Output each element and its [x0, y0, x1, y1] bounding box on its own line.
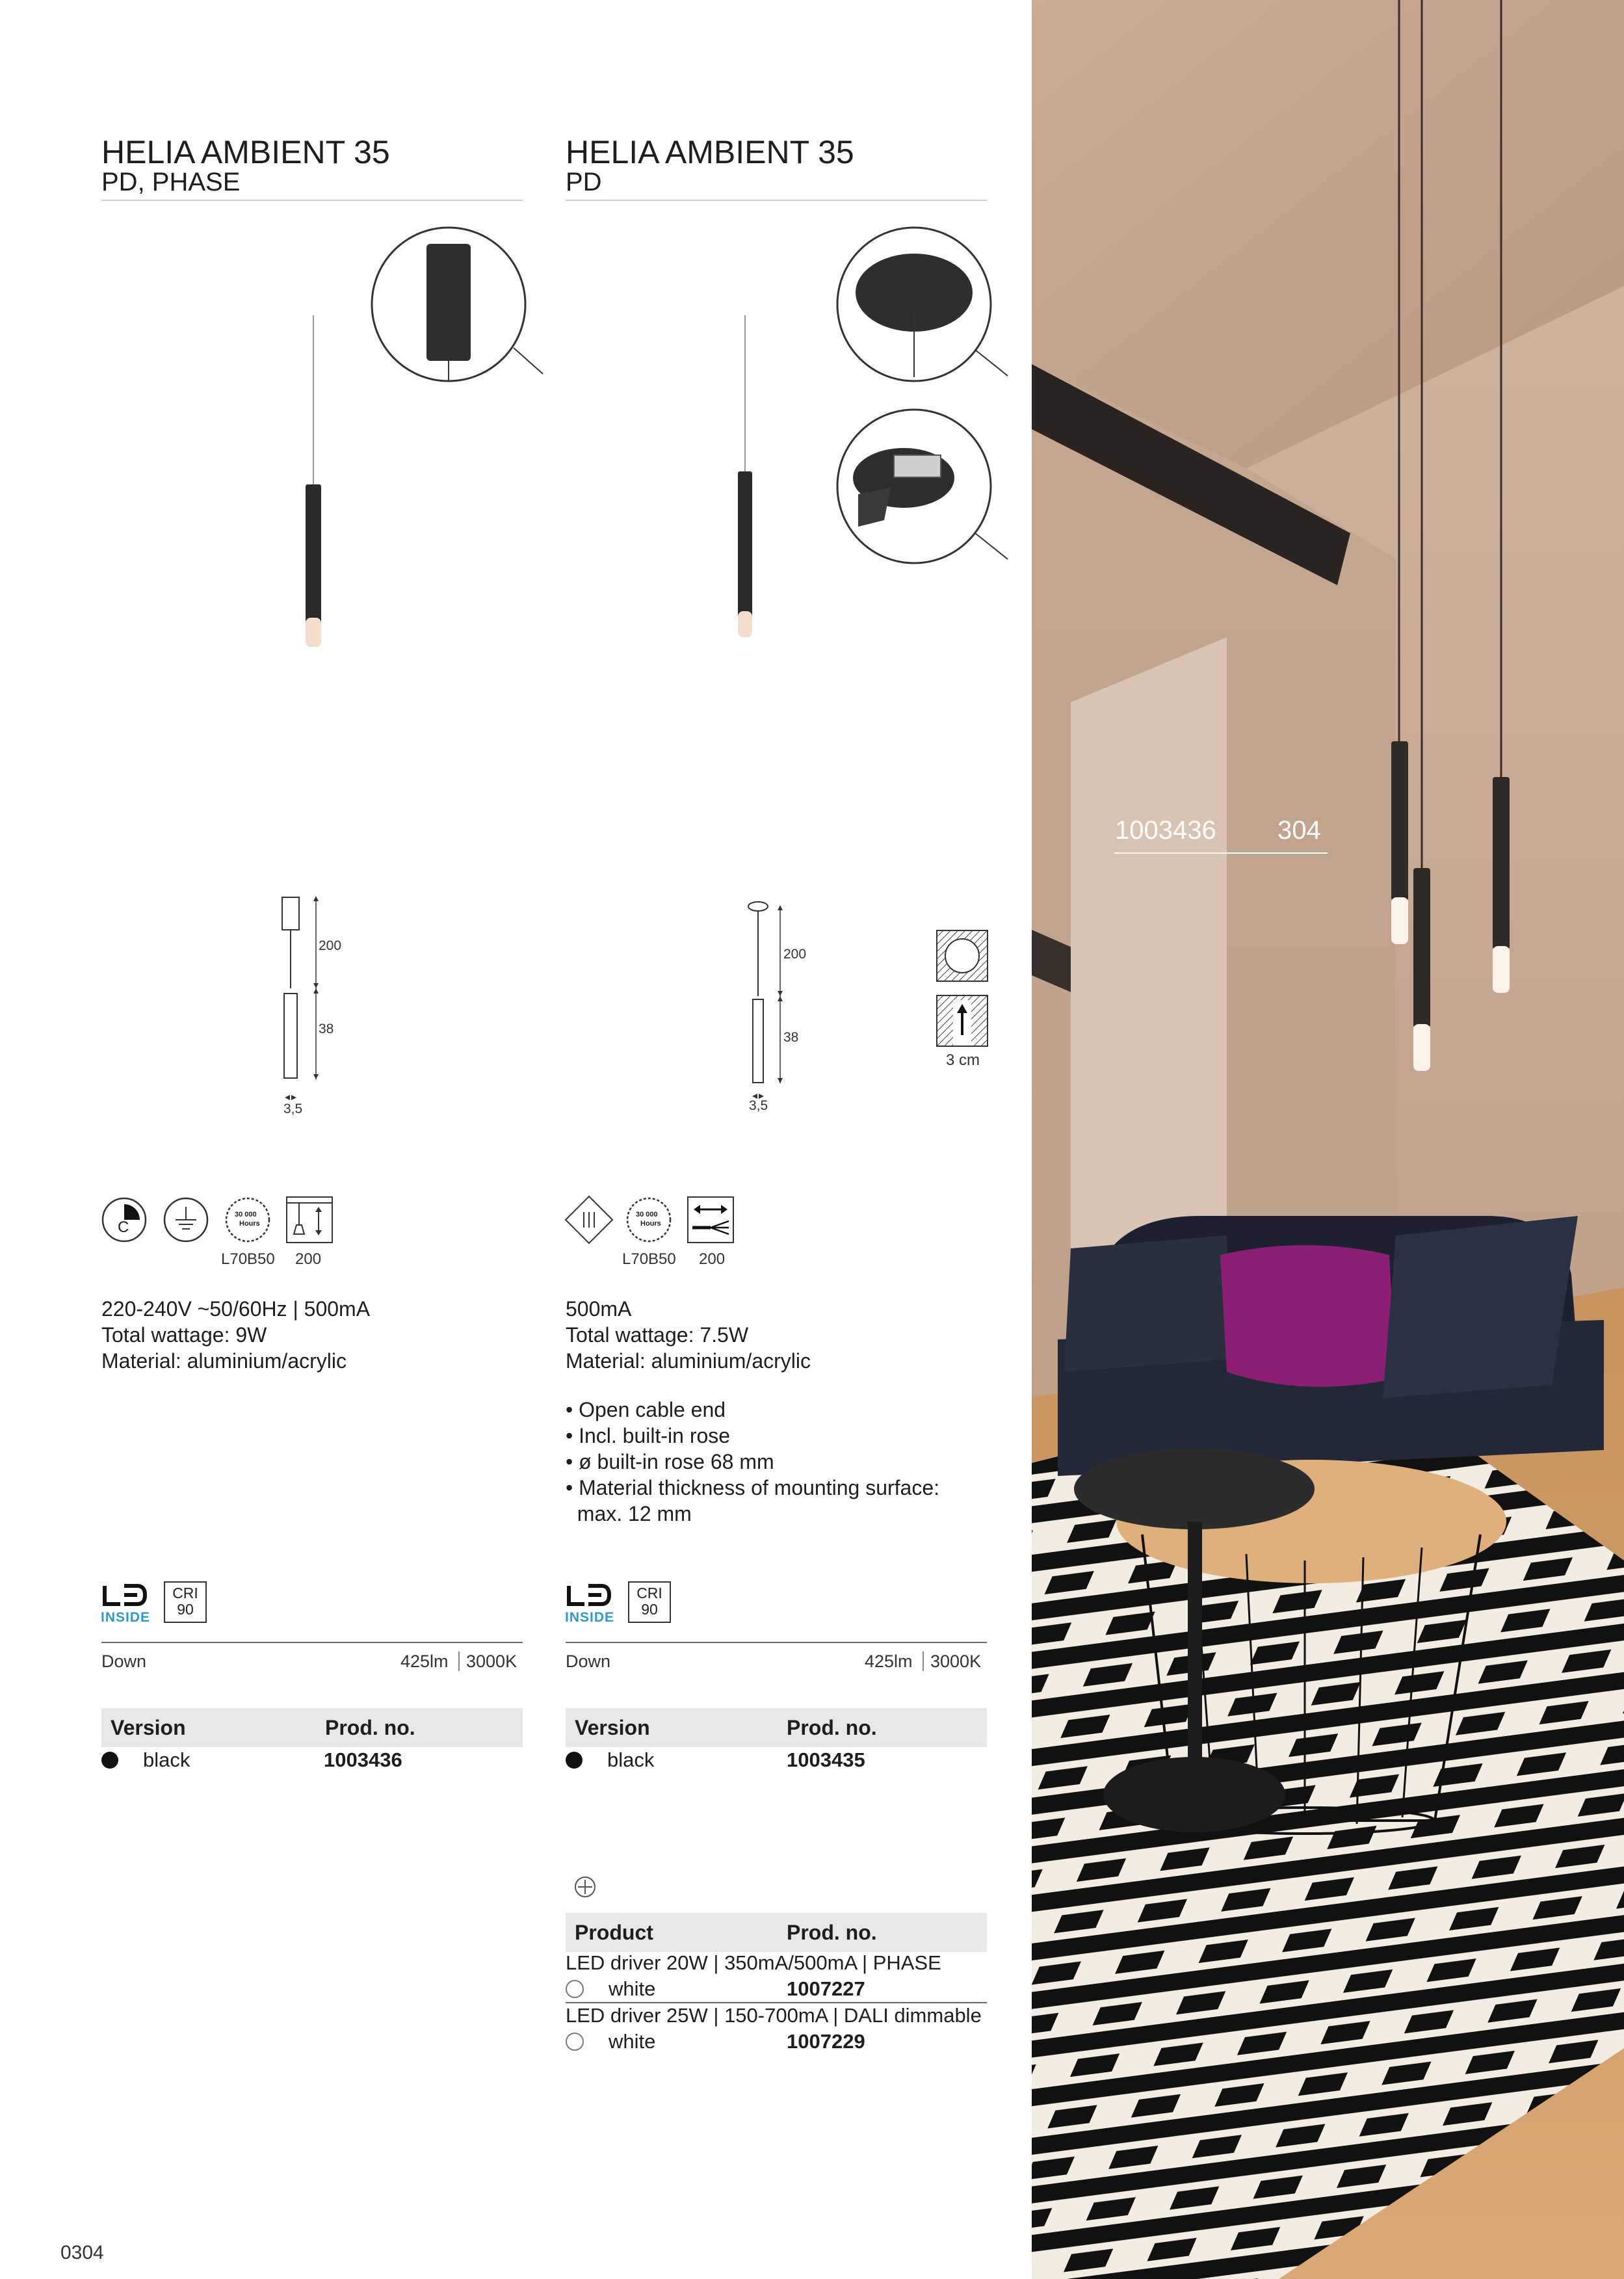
earth-protection-icon [163, 1196, 209, 1246]
left-output-divider [458, 1652, 460, 1671]
right-version-table-header [566, 1708, 987, 1747]
mounting-thickness-icon [936, 995, 988, 1047]
left-output-direction: Down [101, 1652, 147, 1671]
ceiling-cutout-icon [936, 930, 988, 982]
accessory-prod-no: 1007227 [787, 1977, 865, 2000]
lifetime-hours-icon [224, 1196, 271, 1243]
accessory-prod-no: 1007229 [787, 2030, 865, 2053]
accessory-name: LED driver 25W | 150-700mA | DALI dimmable [566, 2004, 982, 2027]
color-swatch-black [566, 1752, 583, 1769]
right-feature-bullets [566, 1397, 939, 1527]
prod-no-header: Prod. no. [325, 1715, 415, 1739]
version-header: Version [575, 1715, 650, 1739]
lifetime-hours-icon [625, 1196, 672, 1243]
spec-line: 500mA [566, 1297, 632, 1321]
accessory-item [566, 2003, 987, 2055]
right-title-rule [566, 200, 987, 201]
bullet-item: • Material thickness of mounting surface: [566, 1476, 940, 1499]
left-dimension-drawing [273, 891, 358, 1118]
bullet-item: • Open cable end [566, 1398, 726, 1421]
led-inside-text: INSIDE [565, 1610, 615, 1625]
spec-line: 220-240V ~50/60Hz | 500mA [101, 1297, 371, 1321]
bullet-item: • Incl. built-in rose [566, 1424, 731, 1447]
lifetime-hours-unit: Hours [239, 1220, 260, 1228]
cri-value: 90 [641, 1601, 658, 1618]
lifetime-hours-unit: Hours [640, 1220, 661, 1228]
accessory-plus-icon [573, 1875, 597, 1899]
open-cable-end-icon [687, 1196, 734, 1246]
table-row [566, 1746, 987, 1774]
bullet-item: • ø built-in rose 68 mm [566, 1450, 774, 1473]
left-specs [101, 1296, 370, 1374]
prod-no-header: Prod. no. [787, 1715, 877, 1739]
version-header: Version [111, 1715, 186, 1739]
color-swatch-white [566, 1980, 584, 1998]
version-cell: black [143, 1748, 190, 1771]
right-product-subtitle: PD [566, 168, 602, 196]
phase-letter: C [118, 1219, 129, 1236]
cri-label: CRI [172, 1585, 198, 1601]
prod-no-header: Prod. no. [787, 1920, 877, 1944]
color-swatch-black [101, 1752, 118, 1769]
led-inside-badge [565, 1583, 614, 1626]
table-row [101, 1746, 523, 1774]
spec-line: Total wattage: 7.5W [566, 1323, 749, 1347]
color-swatch-white [566, 2033, 584, 2051]
lifetime-hours-value: 30 000 [235, 1211, 257, 1219]
cri-label: CRI [636, 1585, 662, 1601]
accessories-table-header [566, 1913, 987, 1952]
left-product-subtitle: PD, PHASE [101, 168, 241, 196]
prod-no-cell: 1003436 [324, 1748, 402, 1771]
bullet-item: max. 12 mm [566, 1502, 692, 1525]
right-dimension-drawing [741, 897, 826, 1112]
right-output-lumen: 425lm [865, 1652, 913, 1671]
left-product-title: HELIA AMBIENT 35 [101, 134, 390, 170]
left-title-rule [101, 200, 523, 201]
product-header: Product [575, 1920, 653, 1944]
accessory-item [566, 1950, 987, 2002]
right-cable-length-label: 200 [699, 1250, 726, 1268]
left-dim-body: 38 [319, 1021, 334, 1036]
led-inside-text: INSIDE [101, 1610, 151, 1625]
left-output-rule [101, 1642, 523, 1643]
cri-badge [628, 1581, 671, 1623]
left-dim-cable: 200 [319, 938, 342, 953]
right-lifetime-label: L70B50 [622, 1250, 676, 1268]
left-output-lumen: 425lm [400, 1652, 449, 1671]
spec-line: Material: aluminium/acrylic [566, 1349, 811, 1373]
led-inside-badge [101, 1583, 150, 1626]
right-specs [566, 1296, 811, 1374]
photo-page-number: 304 [1277, 816, 1321, 845]
right-product-image [728, 215, 1014, 657]
interior-photo [1032, 0, 1624, 2279]
left-output-cct: 3000K [466, 1652, 517, 1671]
page-code: 0304 [60, 2242, 104, 2263]
left-version-table-header [101, 1708, 523, 1747]
cri-badge [164, 1581, 207, 1623]
phase-dimming-icon [101, 1196, 148, 1243]
prod-no-cell: 1003435 [787, 1748, 865, 1771]
right-output-divider [923, 1652, 924, 1671]
version-cell: black [607, 1748, 655, 1771]
cri-value: 90 [177, 1601, 194, 1618]
right-dim-cable: 200 [783, 947, 807, 962]
left-product-image [273, 215, 559, 670]
photo-product-code: 1003436 [1115, 816, 1216, 845]
right-output-rule [566, 1642, 987, 1643]
left-cable-length-label: 200 [295, 1250, 322, 1268]
cutout-label: 3 cm [946, 1051, 980, 1069]
right-output-direction: Down [566, 1652, 611, 1671]
lifetime-hours-value: 30 000 [636, 1211, 658, 1219]
left-dim-diameter: 3,5 [283, 1101, 303, 1116]
right-product-title: HELIA AMBIENT 35 [566, 134, 854, 170]
protection-class-icon [564, 1195, 614, 1248]
right-dim-body: 38 [783, 1030, 799, 1045]
left-lifetime-label: L70B50 [221, 1250, 275, 1268]
accessory-color: white [609, 1977, 656, 2000]
right-output-cct: 3000K [930, 1652, 982, 1671]
accessory-color: white [609, 2030, 656, 2053]
spec-line: Material: aluminium/acrylic [101, 1349, 347, 1373]
accessory-name: LED driver 20W | 350mA/500mA | PHASE [566, 1951, 941, 1974]
spec-line: Total wattage: 9W [101, 1323, 267, 1347]
cable-length-icon [286, 1196, 333, 1246]
right-dim-diameter: 3,5 [749, 1098, 768, 1113]
